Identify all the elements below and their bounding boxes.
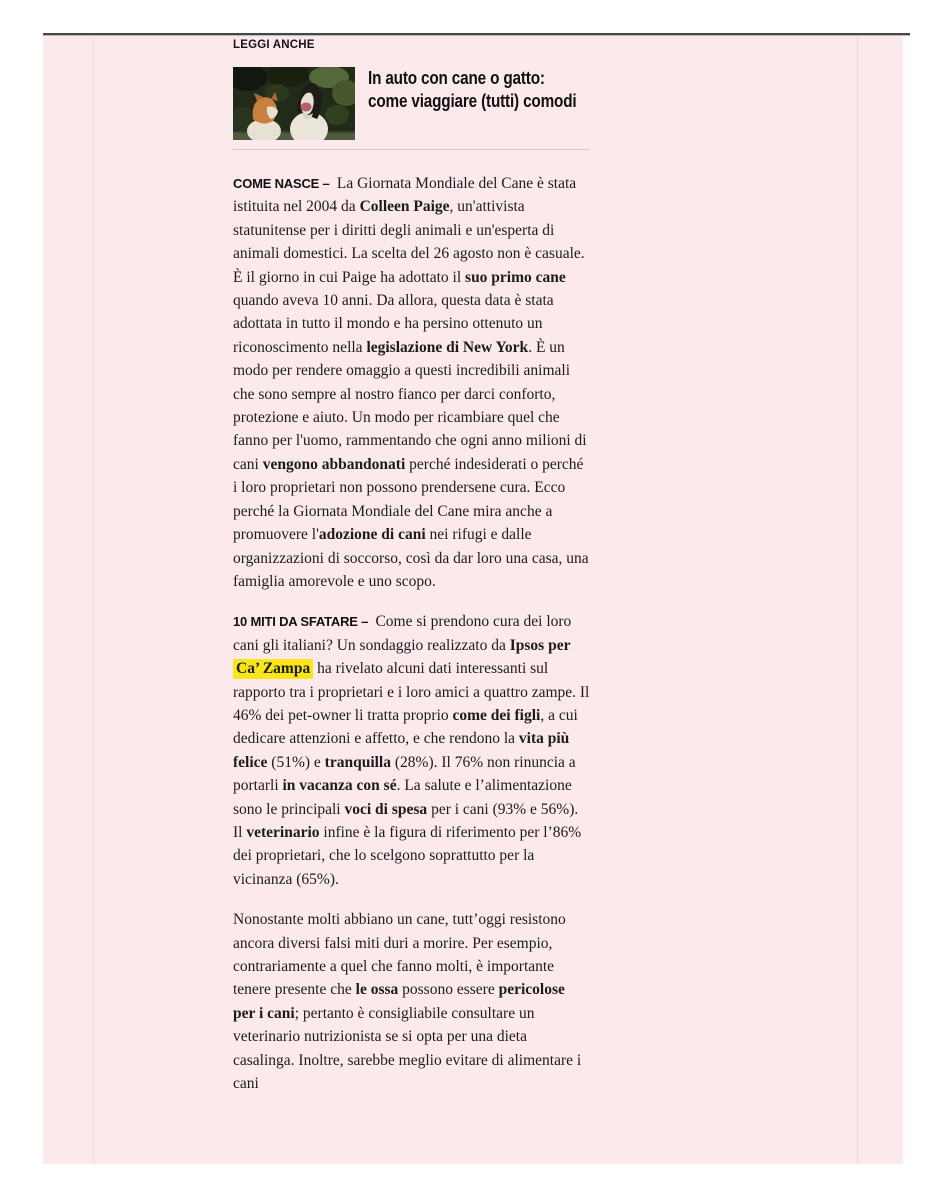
article-paragraph — [233, 172, 590, 593]
text-segment: perché indesiderati o perché i loro proprietari non possono prendersene cura. Ecco perché la Giornata Mondiale del Cane mira anche a promuovere l' — [233, 455, 584, 544]
text-segment: Colleen Paige — [359, 198, 450, 216]
panel-divider-left — [93, 36, 94, 1164]
text-segment: possono essere — [398, 981, 499, 999]
text-segment: , un'attivista statunitense per i diritti degli animali e un'esperta di animali domestici. La scelta del 26 agosto non è casuale. È il giorno in cui Paige ha adottato il — [233, 198, 585, 286]
paragraph-kicker: COME NASCE – — [233, 176, 333, 191]
paragraph-kicker: 10 MITI DA SFATARE – — [233, 614, 372, 630]
read-also-divider — [233, 149, 590, 150]
text-segment: Nonostante molti abbiano un cane, tutt’oggi resistono ancora diversi falsi miti duri a morire. Per esempio, contrariamente a quel che fanno molti, è importante tenere presente che — [233, 911, 566, 999]
text-segment: come dei figli — [452, 706, 541, 724]
text-segment: Ipsos per — [509, 636, 571, 654]
text-segment: legislazione di New York — [366, 338, 529, 356]
article-panel — [43, 36, 903, 1164]
article-paragraph — [233, 908, 590, 1095]
text-segment: suo primo cane — [465, 268, 566, 286]
read-also-teaser — [233, 67, 590, 140]
text-segment: in vacanza con sé — [282, 777, 397, 795]
text-segment: adozione di cani — [318, 526, 426, 544]
text-segment: le ossa — [355, 981, 399, 999]
read-also-thumbnail dogs-photo-thumbnail[interactable] — [233, 67, 355, 140]
text-segment: quando aveva 10 anni. Da allora, questa data è stata adottata in tutto il mondo e ha persino ottenuto un riconoscimento nella — [233, 292, 554, 356]
text-segment: voci di spesa — [344, 800, 428, 818]
read-also-title-link[interactable]: In auto con cane o gatto: come viaggiare (tutti) comodi — [368, 68, 577, 111]
text-segment: ; pertanto è consigliabile consultare un veterinario nutrizionista se si opta per una dieta casalinga. Inoltre, sarebbe meglio evitare di alimentare i cani — [233, 1004, 582, 1093]
text-segment: (51%) e — [267, 753, 325, 771]
text-segment: ha rivelato alcuni dati interessanti sul rapporto tra i proprietari e i loro amici a quattro zampe. Il 46% dei pet-owner li tratta proprio — [233, 660, 590, 724]
article-column — [233, 39, 590, 1112]
text-segment: (28%). Il 76% non rinuncia a portarli — [233, 753, 576, 795]
text-segment: veterinario — [246, 823, 320, 841]
text-segment: vita più felice — [233, 730, 570, 771]
read-also-label: LEGGI ANCHE — [233, 39, 315, 51]
text-segment: vengono abbandonati — [262, 455, 406, 473]
read-also-title-wrap — [368, 67, 580, 140]
highlighted-text: Ca’ Zampa — [233, 659, 313, 679]
text-segment: , a cui dedicare attenzioni e affetto, e che rendono la — [233, 706, 578, 748]
article-body — [233, 172, 590, 1095]
text-segment: La Giornata Mondiale del Cane è stata istituita nel 2004 da — [233, 175, 577, 216]
text-segment: pericolose per i cani — [233, 981, 565, 1022]
text-segment: tranquilla — [324, 753, 391, 771]
text-segment: . La salute e l’alimentazione sono le principali — [233, 777, 572, 818]
text-segment: Come si prendono cura dei loro cani gli italiani? Un sondaggio realizzato da — [233, 613, 572, 654]
text-segment: nei rifugi e dalle organizzazioni di soccorso, così da dar loro una casa, una famiglia amorevole e uno scopo. — [233, 526, 589, 590]
text-segment: infine è la figura di riferimento per l’86% dei proprietari, che lo scelgono soprattutto per la vicinanza (65%). — [233, 823, 582, 888]
text-segment: . È un modo per rendere omaggio a questi incredibili animali che sono sempre al nostro fianco per darci conforto, protezione e aiuto. Un modo per ricambiare quel che fanno per l'uomo, rammentando che ogni anno milioni di cani — [233, 338, 587, 473]
panel-divider-right — [857, 36, 858, 1164]
text-segment: per i cani (93% e 56%). Il — [233, 800, 579, 841]
article-paragraph — [233, 610, 590, 891]
